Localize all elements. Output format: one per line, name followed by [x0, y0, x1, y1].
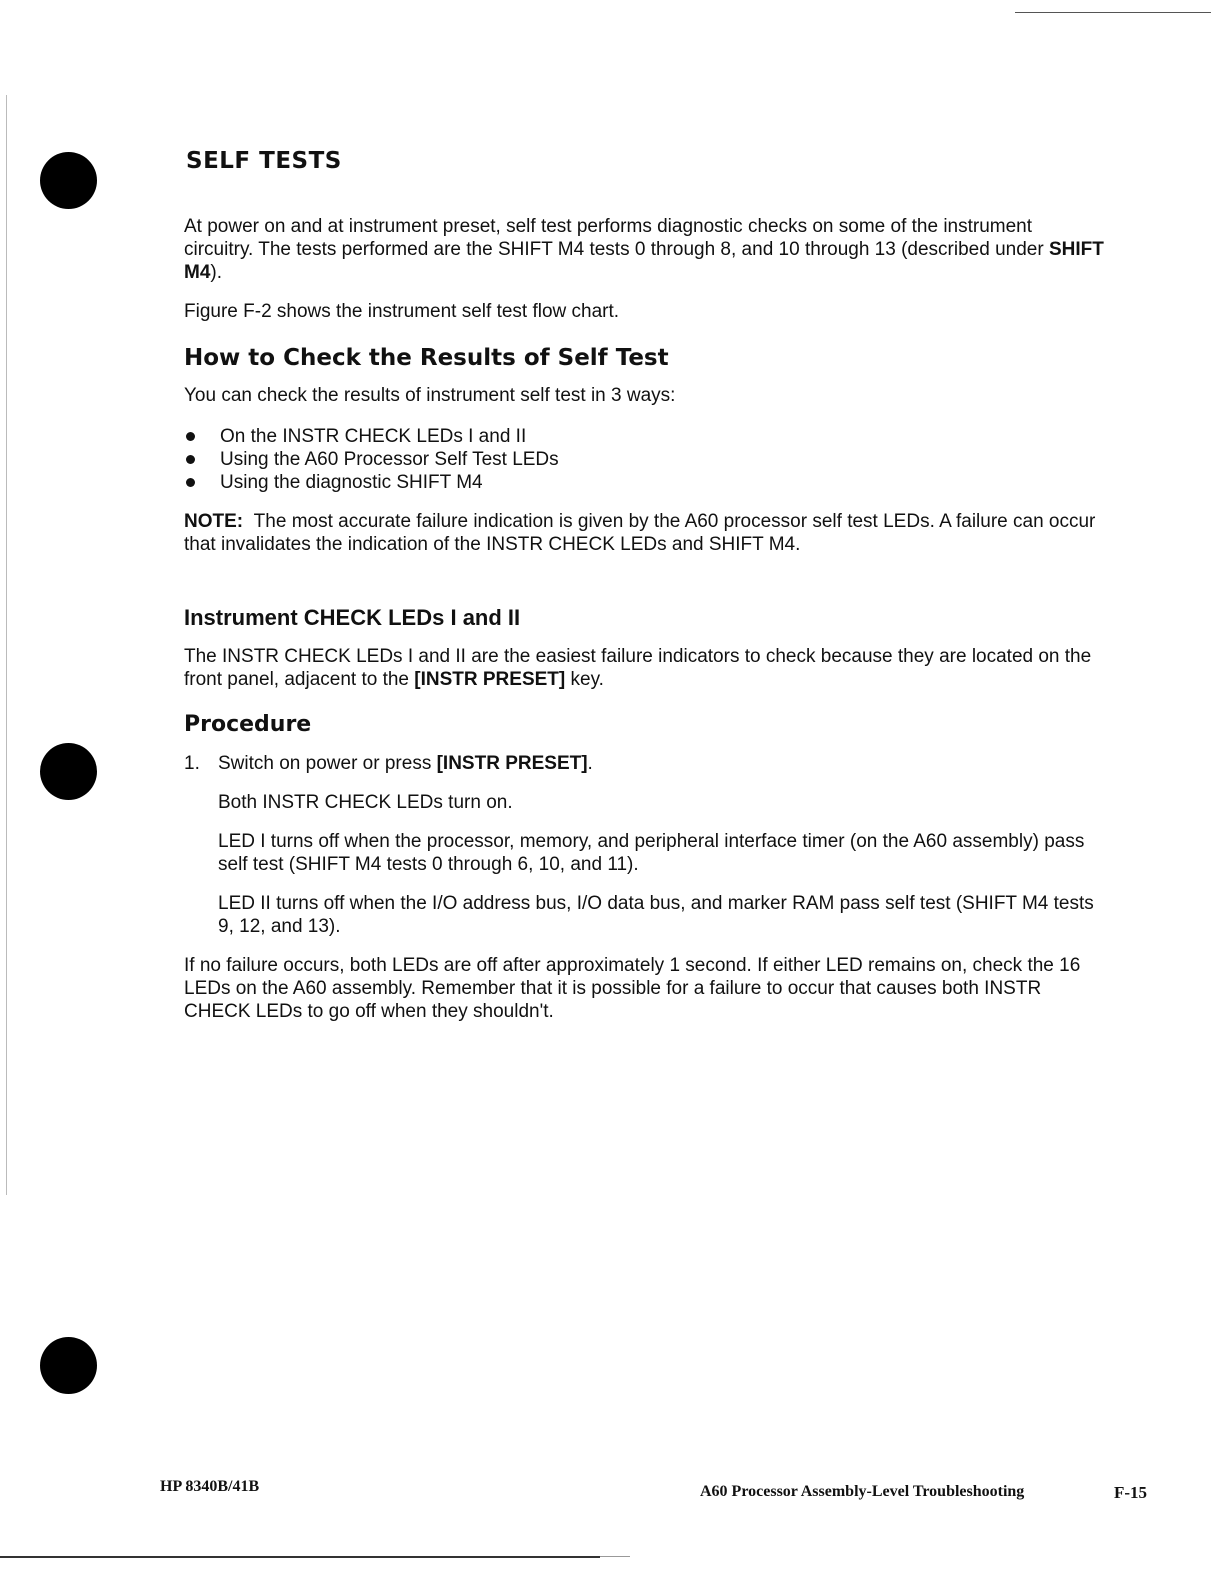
how-to-lead: You can check the results of instrument self test in 3 ways: [184, 385, 676, 406]
top-edge-line [1015, 12, 1211, 13]
bottom-edge-line-fade [600, 1556, 630, 1557]
step-1-led-two: LED II turns off when the I/O address bus, I/O data bus, and marker RAM pass self test (SHIFT M4 tests 9, 12, and 13). [218, 893, 1094, 937]
list-item: On the INSTR CHECK LEDs I and II [184, 425, 1104, 448]
instr-preset-key: [INSTR PRESET] [436, 753, 588, 774]
list-item: Using the diagnostic SHIFT M4 [184, 471, 1104, 494]
section-title: SELF TESTS [186, 148, 342, 174]
shift-m4-reference: SHIFT M4 [184, 239, 1104, 283]
note-paragraph: NOTE: The most accurate failure indication is given by the A60 processor self test LEDs. A failure can occur that invalidates the indication of the INSTR CHECK LEDs and SHIFT M4. [184, 511, 1096, 555]
check-leds-paragraph: The INSTR CHECK LEDs I and II are the easiest failure indicators to check because they are located on the front panel, adjacent to the [INSTR PRESET] key. [184, 646, 1092, 690]
check-leds-heading: Instrument CHECK LEDs I and II [184, 605, 521, 630]
step-1-text: Switch on power or press [INSTR PRESET]. [218, 753, 593, 774]
step-1-led-one: LED I turns off when the processor, memory, and peripheral interface timer (on the A60 assembly) pass self test (SHIFT M4 tests 0 through 6, 10, and 11). [218, 831, 1085, 875]
list-item [184, 752, 1104, 938]
footer-model: HP 8340B/41B [160, 1478, 260, 1495]
list-item: Using the A60 Processor Self Test LEDs [184, 448, 1104, 471]
intro-paragraph: At power on and at instrument preset, self test performs diagnostic checks on some of the instrument circuitry. The tests performed are the SHIFT M4 tests 0 through 8, and 10 through 13 (described under SHIFT M4). [184, 216, 1104, 283]
step-1-both-leds: Both INSTR CHECK LEDs turn on. [218, 792, 513, 813]
binder-hole-top [40, 152, 97, 209]
procedure-steps [184, 752, 1104, 938]
note-label: NOTE: [184, 511, 244, 532]
left-edge-line [6, 95, 7, 1195]
figure-reference-paragraph: Figure F-2 shows the instrument self test flow chart. [184, 301, 620, 322]
check-methods-list [184, 425, 1104, 494]
footer-page-number: F-15 [1114, 1483, 1148, 1502]
instr-preset-key: [INSTR PRESET] [414, 669, 566, 690]
step-number: 1. [184, 753, 200, 774]
how-to-check-heading: How to Check the Results of Self Test [184, 345, 669, 371]
footer-chapter: A60 Processor Assembly-Level Troubleshooting [700, 1483, 1025, 1500]
procedure-heading: Procedure [184, 712, 312, 737]
page-content [184, 150, 1104, 1039]
binder-hole-middle [40, 743, 97, 800]
closing-paragraph: If no failure occurs, both LEDs are off after approximately 1 second. If either LED remains on, check the 16 LEDs on the A60 assembly. Remember that it is possible for a failure to occur that causes both INSTR CHECK LEDs to go off when they shouldn't. [184, 955, 1081, 1022]
binder-hole-bottom [40, 1337, 97, 1394]
bottom-edge-line [0, 1556, 600, 1558]
